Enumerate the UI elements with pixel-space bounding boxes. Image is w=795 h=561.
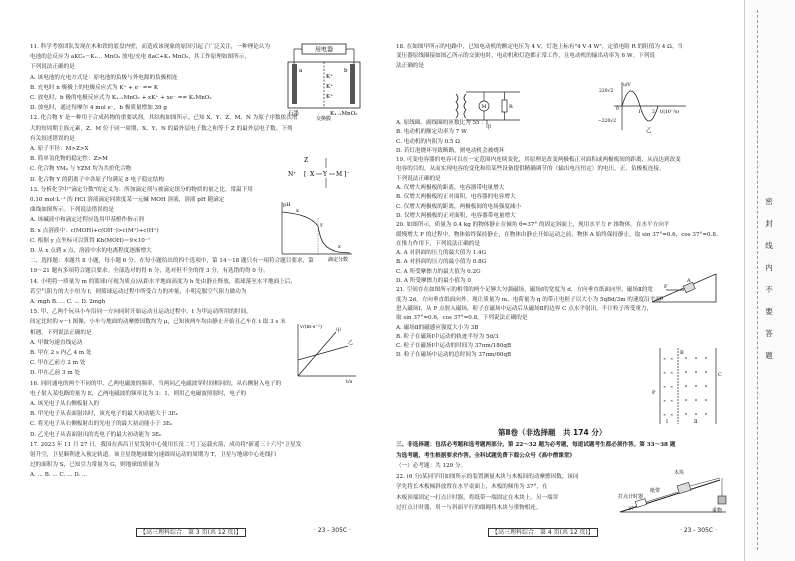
text-line: C. 仅增大两极板的距离，两极板间的电场强度减小: [396, 203, 522, 210]
text-line: B. 仅增大两极板的正对面积，电容器的电容增大: [396, 194, 516, 201]
text-line: 若空气阻力的大小恒为 f，则篮球运动过程中所受合力的冲量，小明克服空气阻力做功为: [30, 288, 247, 295]
text-line: 21. 空间存在如图所示的相邻的两个足够大匀强磁场，磁场Ⅰ的宽度为 d，方向垂直纸面向里，磁场Ⅱ的宽: [396, 287, 653, 294]
fig15-series-a: 甲: [336, 328, 342, 334]
fig20-block-label: A: [687, 278, 691, 284]
text-line: A. 仅增大两极板的距离，电容器带电量增大: [396, 185, 505, 191]
binding-dash-line: [757, 10, 758, 550]
text-line: 射升空，卫星顺利进入预定轨道。该卫星绕地球做匀速圆周运动的周期为 T，卫星与地球中心连线扫: [30, 452, 277, 458]
text-line: 大的短周期主族元素，Z、M 位于同一周期，X、Y、N 的最外层电子数之和等于 Z 的最外层电子数。下列: [30, 125, 293, 132]
fig22-timer-label: 打点计时器: [618, 494, 644, 500]
seal-char: 密: [765, 197, 773, 206]
text-line: 曲线如图所示。下列说法错误的是: [30, 207, 114, 214]
fig11-left-label: 石墨: [288, 111, 300, 117]
text-line: 二、选择题：本题共 8 小题，每小题 6 分。在每小题给出的四个选项中，第 14～18 题只有一项符合题目要求，第: [30, 258, 314, 265]
seal-char: 封: [765, 219, 773, 228]
fig18-tick-max: 220√2: [599, 89, 614, 94]
text-line: D. 甲在乙前 3 m 处: [30, 370, 81, 377]
seal-char: 题: [765, 351, 773, 360]
text-line: C. A 所受摩擦力的最大值为 0.2G: [396, 268, 481, 275]
section-text-line: 过打点计时器，用一与斜面平行的细绳将木块与重物相连。: [396, 505, 542, 511]
section-text-line: 学先将长木板倾斜放置在水平桌面上，木板的倾角为 37°，在: [396, 484, 548, 490]
text-line: 19. 可变电容器的电容可以在一定范围内连续变化，其原理是改变两极板正对面积或两极板间的距离，从而达到改变: [396, 157, 681, 164]
seal-char: 线: [765, 241, 773, 250]
svg-text:×: ×: [670, 356, 674, 361]
binding-strip: [744, 0, 795, 561]
fig20-incline-diagram: [650, 270, 720, 304]
right-footer-title: 【高三理科综合 第 4 页(共 12 页)】: [488, 527, 598, 536]
text-line: B. 充电时 n 极极上的电极反应式为 K⁺ + e⁻ == K: [30, 84, 159, 91]
svg-text:×: ×: [663, 384, 667, 389]
fig11-bottom-label: 交换膜: [316, 116, 332, 122]
text-line: 20. 如图所示，质量为 0.4 kg 的物体静止在倾角 θ=37° 的固定斜面上，现用水平力 F 推物体。在水平方向平: [396, 222, 670, 229]
section-title: 第Ⅱ卷（非选择题 共 174 分）: [498, 428, 607, 437]
fig21-p-label: P: [652, 390, 656, 396]
fig18-jia-label: 甲: [486, 125, 492, 131]
fig18-yi-label: 乙: [646, 128, 652, 134]
fig15-vt-chart: [290, 320, 360, 384]
fig22-apparatus-diagram: [616, 466, 732, 518]
svg-text:×: ×: [663, 370, 667, 375]
text-line: D. 粒子在磁场中运动的总时间为 37πm/60qB: [396, 352, 512, 359]
fig21-region1-label: Ⅰ: [666, 419, 668, 425]
text-line: 0.10 mol·L⁻¹ 的 HCl 溶液滴定同浓度某一元碱 MOH 溶液，溶液 pH 随滴定: [30, 197, 225, 203]
text-line: B. x 点溶液中：c(MOH)+c(OH⁻)>c(M⁺)+c(H⁺): [30, 227, 159, 234]
text-line: C. 甲在乙前方 2 m 处: [30, 360, 86, 367]
text-line: 有关叙述错误的是: [30, 135, 75, 142]
text-line: A. ... B. ... C. ... D. ...: [30, 472, 88, 479]
fig13-point-x: x: [296, 208, 299, 214]
fig18-wave-chart: [598, 80, 688, 134]
text-line: B. 甲在 2 s 内乙 4 m 处: [30, 350, 92, 356]
text-line: A. 原子半径：M>Z>X: [30, 146, 89, 152]
text-line: B. 粒子在磁场Ⅰ中运动的轨迹半径为 5d/3: [396, 333, 499, 340]
text-line: A. 该电池的充电方式是：原电池的负极与外电源的负极相连: [30, 74, 178, 81]
right-page: [388, 0, 740, 561]
text-line: 取 sin 37°=0.6，cos 37°=0.8，下列说法正确的是: [396, 315, 528, 322]
section-text-line: 为选考题，考生根据要求作答。全科试题免费下载公众号《高中僧课堂》: [396, 452, 576, 459]
text-line: C. 化合物 YM₄ 与 YZM 均为共价化合物: [30, 166, 132, 173]
fig12-atom-m: M: [336, 171, 343, 178]
text-line: 18. 在如图甲所示的电路中，已知电动机的额定电压为 4 V，灯泡上标有"4 V 4 W"，定值电阻 R 的阻值为 4 Ω。当: [396, 44, 683, 50]
section-text-line: 22. (6 分)某同学用如图所示的装置测量木块与木板间的动摩擦因数，该同: [396, 473, 579, 480]
text-line: A. 磁场Ⅱ的磁感应强度大小为 3B: [396, 324, 479, 331]
fig13-point-z: z: [338, 244, 341, 250]
text-line: 14. 小明将一质量为 m 的篮球(可视为质点)从距水平地面高度为 h 处由静止释放，篮球落至水平地面上后，: [30, 278, 296, 285]
text-line: 13. 分析化学中"滴定分数"的定义为：所加滴定剂与被滴定组分的物质的量之比。常温下用: [30, 186, 253, 193]
fig13-titration-chart: [272, 198, 356, 262]
text-line: 过的面积为 S，已知引力常量为 G，则地球的质量为: [30, 462, 160, 469]
fig11-right-label: K₁₋ₓMnO₂: [330, 111, 358, 117]
fig11-electrode-b: b: [344, 68, 348, 74]
fig22-block-label: 木块: [674, 470, 685, 476]
fig21-c-label: C: [718, 372, 722, 378]
fig11-electrode-a: a: [299, 68, 303, 74]
fig18-wave-xlabel: t/(10⁻²s): [660, 110, 680, 115]
fig13-y-label: pH: [283, 202, 291, 208]
text-line: 电池的总反应为 aKC₆－Kₓ... MnO₂ 放电/充电 8aC+K₁ MnO₂，其工作原理如图所示，: [30, 54, 250, 61]
text-line: 12. 化合物 Y 是一种用于合成药物的重要试剂，其结构如图所示。已知 X、Y、Z、M、N 为原子序数依次增: [30, 115, 298, 122]
svg-text:×: ×: [663, 412, 667, 417]
text-line: A. A 对斜面的压力的最大值为 1.4G: [396, 250, 487, 257]
fig18-tick-min: −220√2: [598, 119, 617, 124]
fig18-tick-1: 1: [638, 110, 641, 115]
seal-char: 要: [765, 307, 773, 316]
fig12-structure-diagram: [286, 146, 356, 194]
fig18-resistor-label: R: [509, 104, 513, 110]
section-text-line: 木板顶端固定一打点计时器，将纸带一端固定在木块上，另一端穿: [396, 494, 559, 501]
fig21-region2-label: Ⅱ: [694, 419, 698, 425]
text-line: 15. 甲、乙两个玩具小车沿同一方向同时开始运动且运动过程中，t 为甲运动所用的时间，: [30, 309, 252, 316]
section-text-line: （一）必考题：共 129 分。: [396, 463, 467, 469]
text-line: 电容的目的，从而实现电容的变化和给某些设备提供精确调节的（输出电压恒定）的电压，正、负极板连接。: [396, 166, 665, 173]
fig12-atom-y: Y: [323, 171, 327, 178]
text-line: 在推力作用下，下列说法正确的是: [396, 240, 480, 247]
seal-char: 答: [765, 329, 773, 338]
text-line: D. 放电时，通过每摩尔 4 mol e⁻，b 极质量增加 39 g: [30, 105, 167, 112]
text-line: B. A 对斜面的压力的最小值为 0.8G: [396, 259, 487, 266]
fig15-x-label: t/s: [346, 379, 353, 385]
text-line: C. 放电时，b 极的电极反应式为 K₁₋ₓMnO₂ + xK⁺ + xe⁻ == KₓMnO₂: [30, 95, 212, 101]
fig13-x-label: 滴定分数: [328, 257, 349, 263]
text-line: C. 粒子在磁场Ⅰ中运动的时间为 37πm/180qB: [396, 343, 512, 350]
text-line: D. A 所受摩擦力的最小值为 0: [396, 278, 471, 284]
fig15-y-label: v/(m·s⁻¹): [300, 324, 322, 330]
text-line: D. 仅增大两极板的正对面积，电容器带电量增大: [396, 212, 516, 219]
fig18-motor-label: M: [481, 104, 487, 110]
text-line: 法正确的是: [396, 62, 424, 69]
text-line: C. 电动机的内阻为 0.5 Ω: [396, 138, 460, 145]
fig22-angle-label: 37°: [628, 506, 637, 512]
text-line: B. 甲光电子从表面射出时，该光电子的最大初动能大于 3Eₖ: [30, 411, 178, 418]
text-line: A. 甲做匀速直线运动: [30, 339, 83, 346]
fig13-point-y: y: [320, 222, 323, 228]
text-line: 缓慢增大 F 的过程中，物体始终保持静止，在物体由静止开始运动之前，物体 A 始终保持静止。取 sin 37°=0.6，cos 37°=0.8。: [396, 231, 722, 238]
svg-text:×: ×: [670, 370, 674, 375]
text-line: D. 化合物 Y 的阴离子中各原子均满足 8 电子稳定结构: [30, 176, 165, 183]
left-page: [0, 0, 385, 561]
fig11-ion-1: K⁺: [326, 74, 334, 80]
fig18-tick-zero: 0: [616, 107, 619, 112]
fig21-field-diagram: [650, 346, 728, 426]
text-line: C. 将光电子从右侧板射出的光电子的最大初动能小于 3Eₖ: [30, 421, 173, 428]
fig20-angle-label: θ: [660, 296, 664, 302]
svg-text:×: ×: [670, 398, 674, 403]
text-line: 间定比时的 v－t 图像，小车与地面的动摩擦因数均为 μ，已知该两车均由静止开始且乙车在 t 取 3 s 末: [30, 319, 286, 326]
svg-text:]⁻: ]⁻: [344, 171, 350, 178]
fig15-series-b: 乙: [348, 340, 354, 346]
text-line: 17. 2023 年 11 月 27 日，我国在西昌卫星发射中心使用长征二号丁运载火箭，成功将"新遥三十六号"卫星发: [30, 441, 302, 448]
text-line: D. 从 x 点到 z 点，溶液中水的电离程度逐渐增大: [30, 248, 152, 254]
fig12-atom-x: X: [310, 171, 315, 178]
svg-text:×: ×: [663, 356, 667, 361]
fig12-atom-n: N⁺: [288, 171, 297, 178]
svg-text:×: ×: [670, 384, 674, 389]
text-line: D. 若灯泡烧坏导致断路，则电动机会被烧坏: [396, 147, 505, 154]
section-text-line: 三、非选择题：包括必考题和选考题两部分。第 22～32 题为必考题，每道试题考生都必须作答。第 33～38 题: [396, 442, 676, 448]
fig18-circuit-diagram: [450, 84, 526, 130]
left-footer-title: 【高三理科综合 第 3 页(共 12 页)】: [136, 527, 246, 536]
fig11-ion-3: K⁺: [326, 94, 334, 100]
text-line: 11. 科学考察团队发现在木和铁的底盘内壁，而造成该现象的原因引起了广泛关注，一种理论认为: [30, 44, 271, 50]
text-line: A. 该碱液中和滴定过程应选用甲基橙作指示剂: [30, 217, 144, 224]
svg-text:[: [: [304, 171, 307, 178]
svg-text:×: ×: [670, 412, 674, 417]
fig18-wave-ylabel: u/V: [623, 83, 631, 88]
text-line: 19～21 题有多项符合题目要求。全部选对的得 6 分，选对但不全的得 3 分，有选错的得 0 分。: [30, 268, 269, 275]
fig20-force-label: F: [664, 284, 668, 290]
seal-char: 不: [765, 285, 773, 294]
fig22-tape-label: 纸带: [650, 488, 661, 494]
text-line: 下列说法正确的是: [396, 175, 441, 182]
text-line: A. 该光电子从右侧板射入的: [30, 401, 100, 407]
text-line: C. 根据 y 点坐标可以算得 Kb(MOH)＝9×10⁻⁷: [30, 237, 150, 244]
text-line: 度为 2d，方向垂直纸面向外。现让质量为 m、电荷量为 q 的带正电粒子以大小为 5qBd/3m 的速度沿平面: [396, 296, 661, 303]
fig22-weight-label: 重物: [712, 508, 723, 514]
text-line: A. 原线圈、副线圈的匝数比为 55∶1: [396, 119, 489, 126]
text-line: B. 电动机的额定功率为 7 W: [396, 129, 467, 136]
text-line: D. 乙光电子从表面射出的光电子的最大初动能为 3Eₖ: [30, 431, 162, 438]
seal-char: 内: [765, 263, 773, 272]
svg-text:×: ×: [663, 398, 667, 403]
left-footer-code: · 23 - 305C ·: [314, 527, 351, 534]
text-line: 相遇，下列说法正确的是: [30, 329, 92, 336]
text-line: A. mgh B. ... C. ... D. 2mgh: [30, 299, 106, 305]
text-line: 变压器原线圈接如图乙所示的交流电时，电动机和灯泡都正常工作，且电动机的输出功率为 6 W。下列说: [396, 53, 655, 60]
fig11-top-label: 用电器: [314, 46, 334, 54]
text-line: B. 简单氢化物的稳定性：Z>M: [30, 156, 108, 163]
fig11-battery-diagram: [286, 42, 366, 120]
text-line: 进入磁场Ⅰ，从 P 点射入磁场，粒子在磁场中运动后从磁场Ⅱ的边界 C 点水平射出，不计粒子所受重力，: [396, 305, 653, 312]
right-footer-code: · 23 - 305C ·: [680, 527, 717, 534]
fig18-tick-2: 2: [652, 110, 655, 115]
text-line: 16. 同时通电的两个不同的甲、乙两电磁波的频率，当两同乙电磁波穿时间相同的，从右侧射入电子的: [30, 380, 282, 387]
fig12-atom-z: Z: [304, 157, 309, 164]
text-line: 下列说法正确的是: [30, 64, 75, 71]
fig11-ion-2: K⁺: [326, 84, 334, 90]
text-line: 电子射入某电路的量为 E，乙两电磁波的频率比为 3：1，则用乙电磁波照射时，电子的: [30, 390, 247, 397]
fig21-b-label: B: [680, 350, 684, 356]
